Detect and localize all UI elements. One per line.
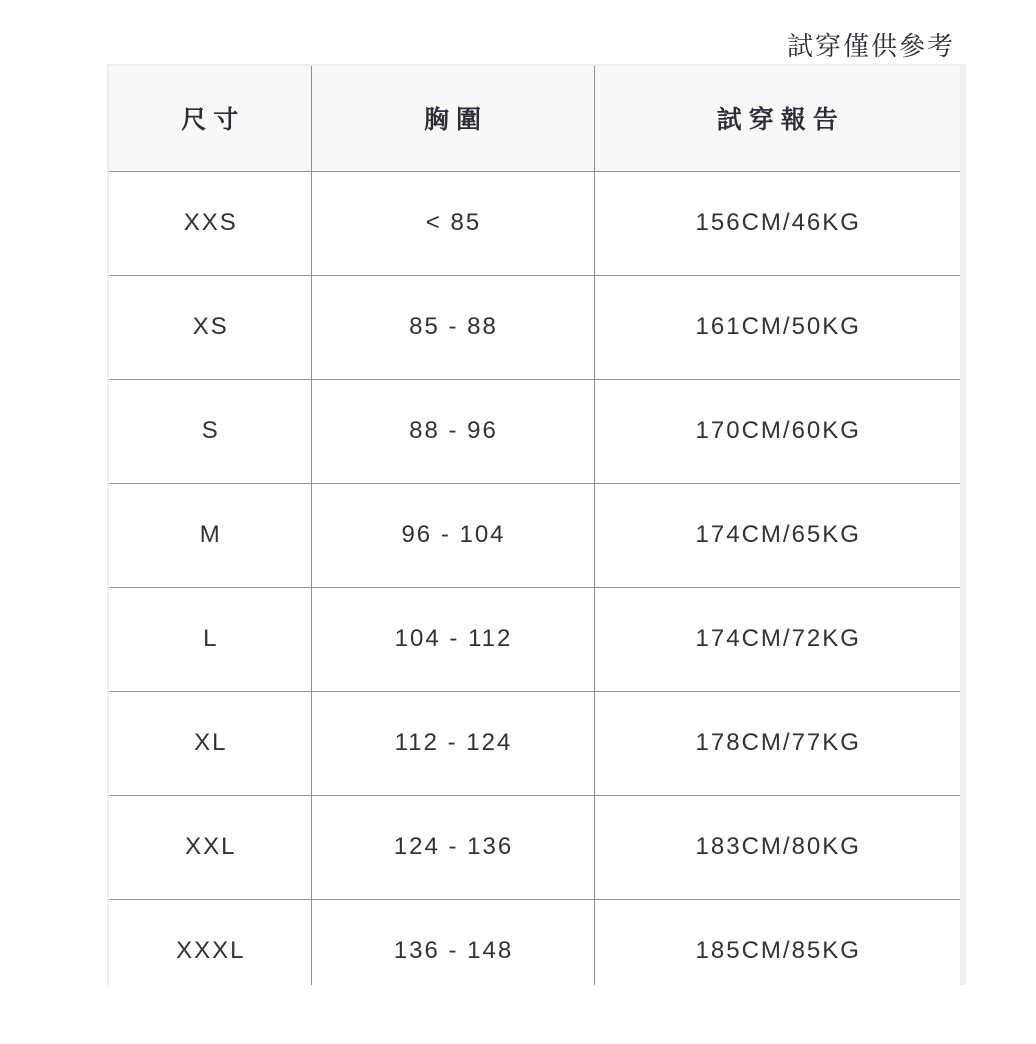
header-chest: 胸圍 [311,66,594,171]
cell-size: XXL [109,795,311,899]
table-row [109,691,960,795]
cell-report: 178CM/77KG [594,691,960,795]
size-chart-container [107,64,966,985]
cell-size: XXS [109,171,311,275]
cell-size: XS [109,275,311,379]
cell-report: 170CM/60KG [594,379,960,483]
cell-size: M [109,483,311,587]
table-row [109,899,960,985]
cell-chest: 88 - 96 [311,379,594,483]
table-row [109,795,960,899]
table-row [109,483,960,587]
cell-report: 156CM/46KG [594,171,960,275]
fit-disclaimer-text: 試穿僅供參考 [786,31,955,61]
cell-chest: < 85 [311,171,594,275]
cell-report: 185CM/85KG [594,899,960,985]
cell-size: L [109,587,311,691]
table-row [109,275,960,379]
table-row [109,379,960,483]
cell-chest: 112 - 124 [311,691,594,795]
size-chart-table [109,66,960,985]
cell-chest: 85 - 88 [311,275,594,379]
table-row [109,587,960,691]
cell-report: 183CM/80KG [594,795,960,899]
header-row [109,66,960,171]
header-size: 尺寸 [109,66,311,171]
vertical-scrollbar[interactable] [960,66,966,985]
cell-report: 161CM/50KG [594,275,960,379]
cell-chest: 104 - 112 [311,587,594,691]
header-report: 試穿報告 [594,66,960,171]
table-row [109,171,960,275]
cell-chest: 124 - 136 [311,795,594,899]
cell-chest: 96 - 104 [311,483,594,587]
cell-chest: 136 - 148 [311,899,594,985]
cell-report: 174CM/72KG [594,587,960,691]
cell-size: S [109,379,311,483]
cell-report: 174CM/65KG [594,483,960,587]
cell-size: XL [109,691,311,795]
cell-size: XXXL [109,899,311,985]
